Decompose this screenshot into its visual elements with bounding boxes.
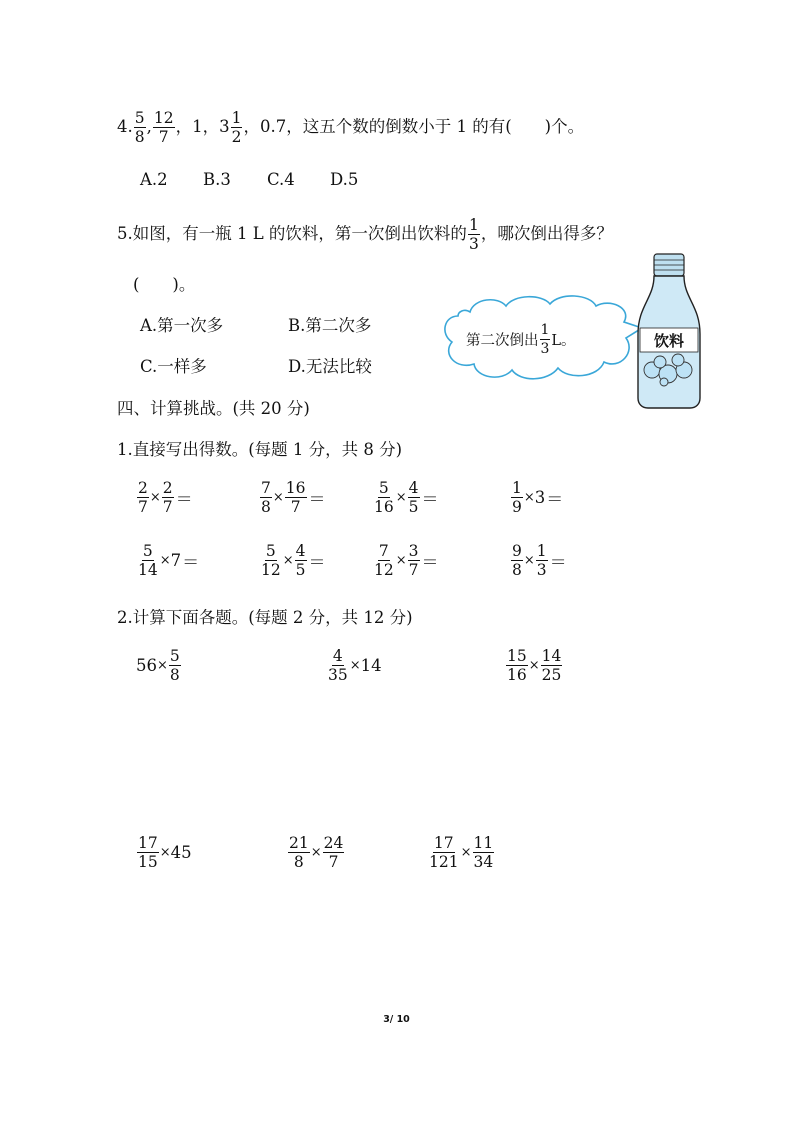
fraction: [323, 835, 345, 870]
option-4: D.无法比较: [288, 357, 372, 376]
fraction: [288, 835, 310, 870]
fraction: [137, 543, 159, 578]
denominator: 16: [507, 666, 527, 684]
problem-4: [510, 480, 563, 515]
bottle-label: 饮料: [653, 332, 684, 350]
denominator: 8: [261, 498, 271, 516]
numerator: 5: [142, 542, 153, 560]
numerator: 12: [153, 109, 174, 127]
question-text: ，0.7，这五个数的倒数小于 1 的有( )个。: [243, 117, 585, 136]
times-sign: ×: [528, 658, 540, 673]
option-2: B.第二次多: [288, 316, 372, 335]
calc-problem-4: [136, 835, 192, 870]
calc-problem-5: [287, 835, 345, 870]
equals-sign: ＝: [182, 553, 200, 573]
denominator: 2: [231, 128, 242, 146]
times-sign: ×: [460, 845, 472, 860]
denominator: 35: [328, 666, 348, 684]
calc-problem-1: [136, 648, 182, 683]
fraction: [540, 322, 551, 357]
fraction: [295, 543, 307, 578]
fraction: [260, 543, 282, 578]
numerator: 4: [295, 542, 306, 560]
numerator: 1: [231, 109, 242, 127]
numerator: 14: [541, 647, 562, 665]
question-4: [117, 110, 584, 145]
numerator: 2: [162, 479, 173, 497]
times-sign: ×: [523, 553, 535, 568]
speech-bubble-text: [466, 322, 576, 357]
option-2: B.3: [203, 170, 231, 189]
problem-6: [259, 543, 326, 578]
fraction: [169, 648, 181, 683]
fraction: [285, 480, 307, 515]
denominator: 25: [541, 666, 562, 684]
fraction: [541, 648, 563, 683]
fraction: [134, 110, 146, 145]
numerator: 15: [507, 647, 527, 665]
numerator: 11: [473, 834, 494, 852]
denominator: 12: [374, 561, 394, 579]
option-1: A.第一次多: [140, 316, 224, 335]
equals-sign: ＝: [421, 553, 439, 573]
fraction: [153, 110, 175, 145]
numerator: 7: [261, 479, 271, 497]
fraction: [408, 543, 420, 578]
times-sign: ×: [272, 490, 284, 505]
times-sign: ×: [159, 845, 171, 860]
denominator: 8: [512, 561, 522, 579]
denominator: 5: [408, 498, 419, 516]
equals-sign: ＝: [546, 490, 564, 510]
denominator: 7: [158, 128, 169, 146]
integer: 7: [170, 551, 182, 570]
denominator: 7: [162, 498, 173, 516]
denominator: 8: [134, 128, 145, 146]
fraction: [536, 543, 548, 578]
numerator: 1: [468, 216, 479, 234]
question-number: 4.: [117, 117, 133, 136]
integer: 56: [136, 656, 157, 675]
fraction: [137, 480, 149, 515]
calc-problem-3: [505, 648, 563, 683]
fraction: [327, 648, 349, 683]
numerator: 21: [289, 834, 309, 852]
times-sign: ×: [395, 553, 407, 568]
page-number: 3/ 10: [383, 1014, 410, 1025]
problem-1: [136, 480, 193, 515]
numerator: 9: [512, 542, 522, 560]
denominator: 7: [408, 561, 419, 579]
fraction: [468, 217, 480, 252]
bubble-text-part: 第二次倒出: [466, 333, 539, 349]
denominator: 9: [512, 498, 522, 516]
numerator: 5: [378, 479, 389, 497]
denominator: 7: [138, 498, 148, 516]
problem-8: [510, 543, 567, 578]
fraction: [231, 110, 243, 145]
denominator: 7: [328, 853, 339, 871]
equals-sign: ＝: [549, 553, 567, 573]
fraction: [373, 543, 395, 578]
fraction: [511, 480, 523, 515]
fraction: [137, 835, 159, 870]
option-3: C.4: [267, 170, 295, 189]
bubble-text-part: L。: [551, 333, 576, 349]
integer: 3: [534, 488, 546, 507]
denominator: 12: [261, 561, 281, 579]
problem-5: [136, 543, 199, 578]
fraction: [428, 835, 460, 870]
numerator: 16: [285, 479, 306, 497]
times-sign: ×: [523, 490, 535, 505]
equals-sign: ＝: [308, 553, 326, 573]
fraction: [373, 480, 395, 515]
fraction: [408, 480, 420, 515]
denominator: 15: [138, 853, 158, 871]
denominator: 8: [169, 666, 180, 684]
times-sign: ×: [282, 553, 294, 568]
problem-2: [259, 480, 326, 515]
times-sign: ×: [157, 658, 168, 673]
fraction: [473, 835, 495, 870]
numerator: 7: [378, 542, 389, 560]
times-sign: ×: [149, 490, 161, 505]
section-heading: 四、计算挑战。(共 20 分): [117, 399, 310, 418]
denominator: 3: [468, 235, 479, 253]
question-5: [117, 217, 613, 252]
equals-sign: ＝: [421, 490, 439, 510]
numerator: 5: [169, 647, 180, 665]
denominator: 34: [473, 853, 494, 871]
numerator: 3: [408, 542, 419, 560]
calc-problem-2: [326, 648, 382, 683]
numerator: 5: [265, 542, 276, 560]
numerator: 2: [138, 479, 148, 497]
denominator: 8: [293, 853, 304, 871]
option-4: D.5: [330, 170, 359, 189]
part-1-title: 1.直接写出得数。(每题 1 分，共 8 分): [117, 440, 403, 459]
question-5-blank: ( )。: [133, 275, 196, 294]
part-2-title: 2.计算下面各题。(每题 2 分，共 12 分): [117, 608, 413, 627]
question-text: ，哪次倒出得多？: [480, 224, 613, 243]
fraction: [511, 543, 523, 578]
denominator: 3: [536, 561, 547, 579]
problem-7: [372, 543, 439, 578]
numerator: 1: [512, 479, 522, 497]
numerator: 4: [408, 479, 419, 497]
times-sign: ×: [349, 658, 361, 673]
calc-problem-6: [427, 835, 495, 870]
numerator: 1: [536, 542, 547, 560]
times-sign: ×: [395, 490, 407, 505]
integer: 45: [170, 843, 192, 862]
option-1: A.2: [140, 170, 168, 189]
question-text: ，1，3: [175, 117, 230, 136]
denominator: 14: [138, 561, 158, 579]
equals-sign: ＝: [175, 490, 193, 510]
numerator: 1: [540, 322, 550, 338]
denominator: 3: [540, 341, 550, 357]
numerator: 4: [332, 647, 343, 665]
times-sign: ×: [310, 845, 322, 860]
fraction: [260, 480, 272, 515]
denominator: 16: [374, 498, 394, 516]
numerator: 17: [433, 834, 454, 852]
denominator: 7: [290, 498, 301, 516]
fraction: [162, 480, 174, 515]
problem-3: [372, 480, 439, 515]
denominator: 121: [429, 853, 459, 871]
question-text: 5.如图，有一瓶 1 L 的饮料，第一次倒出饮料的: [117, 224, 467, 243]
equals-sign: ＝: [308, 490, 326, 510]
numerator: 17: [138, 834, 158, 852]
integer: 14: [360, 656, 382, 675]
numerator: 5: [134, 109, 145, 127]
times-sign: ×: [159, 553, 171, 568]
denominator: 5: [295, 561, 306, 579]
numerator: 24: [323, 834, 344, 852]
fraction: [506, 648, 528, 683]
question-text: ,: [146, 117, 152, 136]
option-3: C.一样多: [140, 357, 207, 376]
